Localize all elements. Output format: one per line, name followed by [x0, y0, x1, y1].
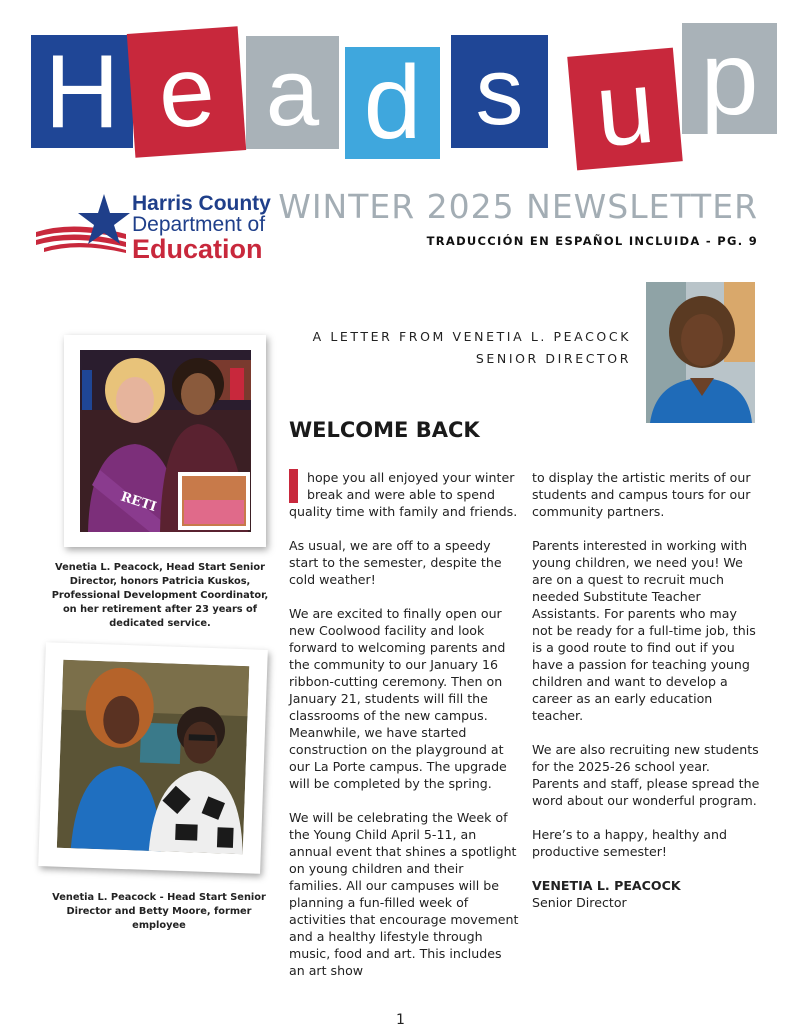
- masthead-tile-h: H: [31, 35, 133, 148]
- translation-note: TRADUCCIÓN EN ESPAÑOL INCLUIDA - PG. 9: [426, 234, 758, 248]
- signature-name: VENETIA L. PEACOCK: [532, 878, 681, 893]
- masthead-tile-s: s: [451, 35, 548, 148]
- article-column-left: [289, 469, 519, 996]
- byline-title: SENIOR DIRECTOR: [475, 351, 631, 366]
- paragraph: As usual, we are off to a speedy start to the semester, despite the cold weather!: [289, 538, 502, 587]
- paragraph: to display the artistic merits of our students and campus tours for our community partners.: [532, 470, 751, 519]
- masthead-tile-a: a: [246, 36, 339, 149]
- paragraph: We are also recruiting new students for the 2025-26 school year. Parents and staff, please spread the word about our wonderful program.: [532, 742, 760, 808]
- paragraph: Parents interested in working with young children, we need you! We are on a quest to recruit much needed Substitute Teacher Assistants. For parents who may not be ready for a full-time job, this is a good route to find out if you have a passion for teaching young children and want to develop a career as an early education teacher.: [532, 538, 756, 723]
- article-column-right: [532, 469, 760, 911]
- newsletter-title: WINTER 2025 NEWSLETTER: [278, 187, 758, 226]
- masthead-tile-e: e: [127, 26, 246, 157]
- paragraph: Here’s to a happy, healthy and productive semester!: [532, 827, 727, 859]
- paragraph: hope you all enjoyed your winter break and were able to spend quality time with family and friends.: [289, 470, 518, 519]
- photo-caption-betty-moore: Venetia L. Peacock - Head Start Senior Director and Betty Moore, former employee: [52, 892, 266, 931]
- article-headline: WELCOME BACK: [289, 418, 480, 442]
- signature-title: Senior Director: [532, 895, 627, 910]
- masthead-tile-d: d: [345, 47, 440, 159]
- paragraph: We are excited to finally open our new Coolwood facility and look forward to welcoming parents and the community to our January 16 ribbon-cutting ceremony. Then on January 21, students will fill the classrooms of the new campus. Meanwhile, we have started construction on the playground at our La Porte campus. The upgrade will be completed by the spring.: [289, 606, 507, 791]
- svg-text:RETI: RETI: [118, 489, 159, 516]
- star-flag-icon: [34, 192, 134, 256]
- logo-line-harris-county: Harris County: [132, 192, 271, 215]
- masthead-tile-p: p: [682, 23, 777, 134]
- letter-byline: [313, 326, 631, 370]
- photo-retirement: [64, 335, 266, 547]
- page-number: 1: [396, 1012, 405, 1028]
- photo-caption-retirement: Venetia L. Peacock, Head Start Senior Director, honors Patricia Kuskos, Professional Development Coordinator, on her retirement after 23 years of dedicated service.: [51, 562, 269, 629]
- logo-line-education: Education: [132, 233, 263, 264]
- masthead-tile-u: u: [567, 48, 683, 171]
- logo-line-department: Department of: [132, 213, 266, 237]
- portrait-photo: [646, 282, 755, 423]
- paragraph: We will be celebrating the Week of the Young Child April 5-11, an annual event that shines a spotlight on young children and their families. All our campuses will be planning a fun-filled week of activities that encourage movement and a healthy lifestyle through music, food and art. This includes an art show: [289, 810, 519, 978]
- drop-cap-i: [289, 469, 298, 503]
- hcde-logo: [34, 192, 274, 264]
- byline-author: A LETTER FROM VENETIA L. PEACOCK: [312, 329, 631, 344]
- photo-betty-moore: [38, 642, 268, 874]
